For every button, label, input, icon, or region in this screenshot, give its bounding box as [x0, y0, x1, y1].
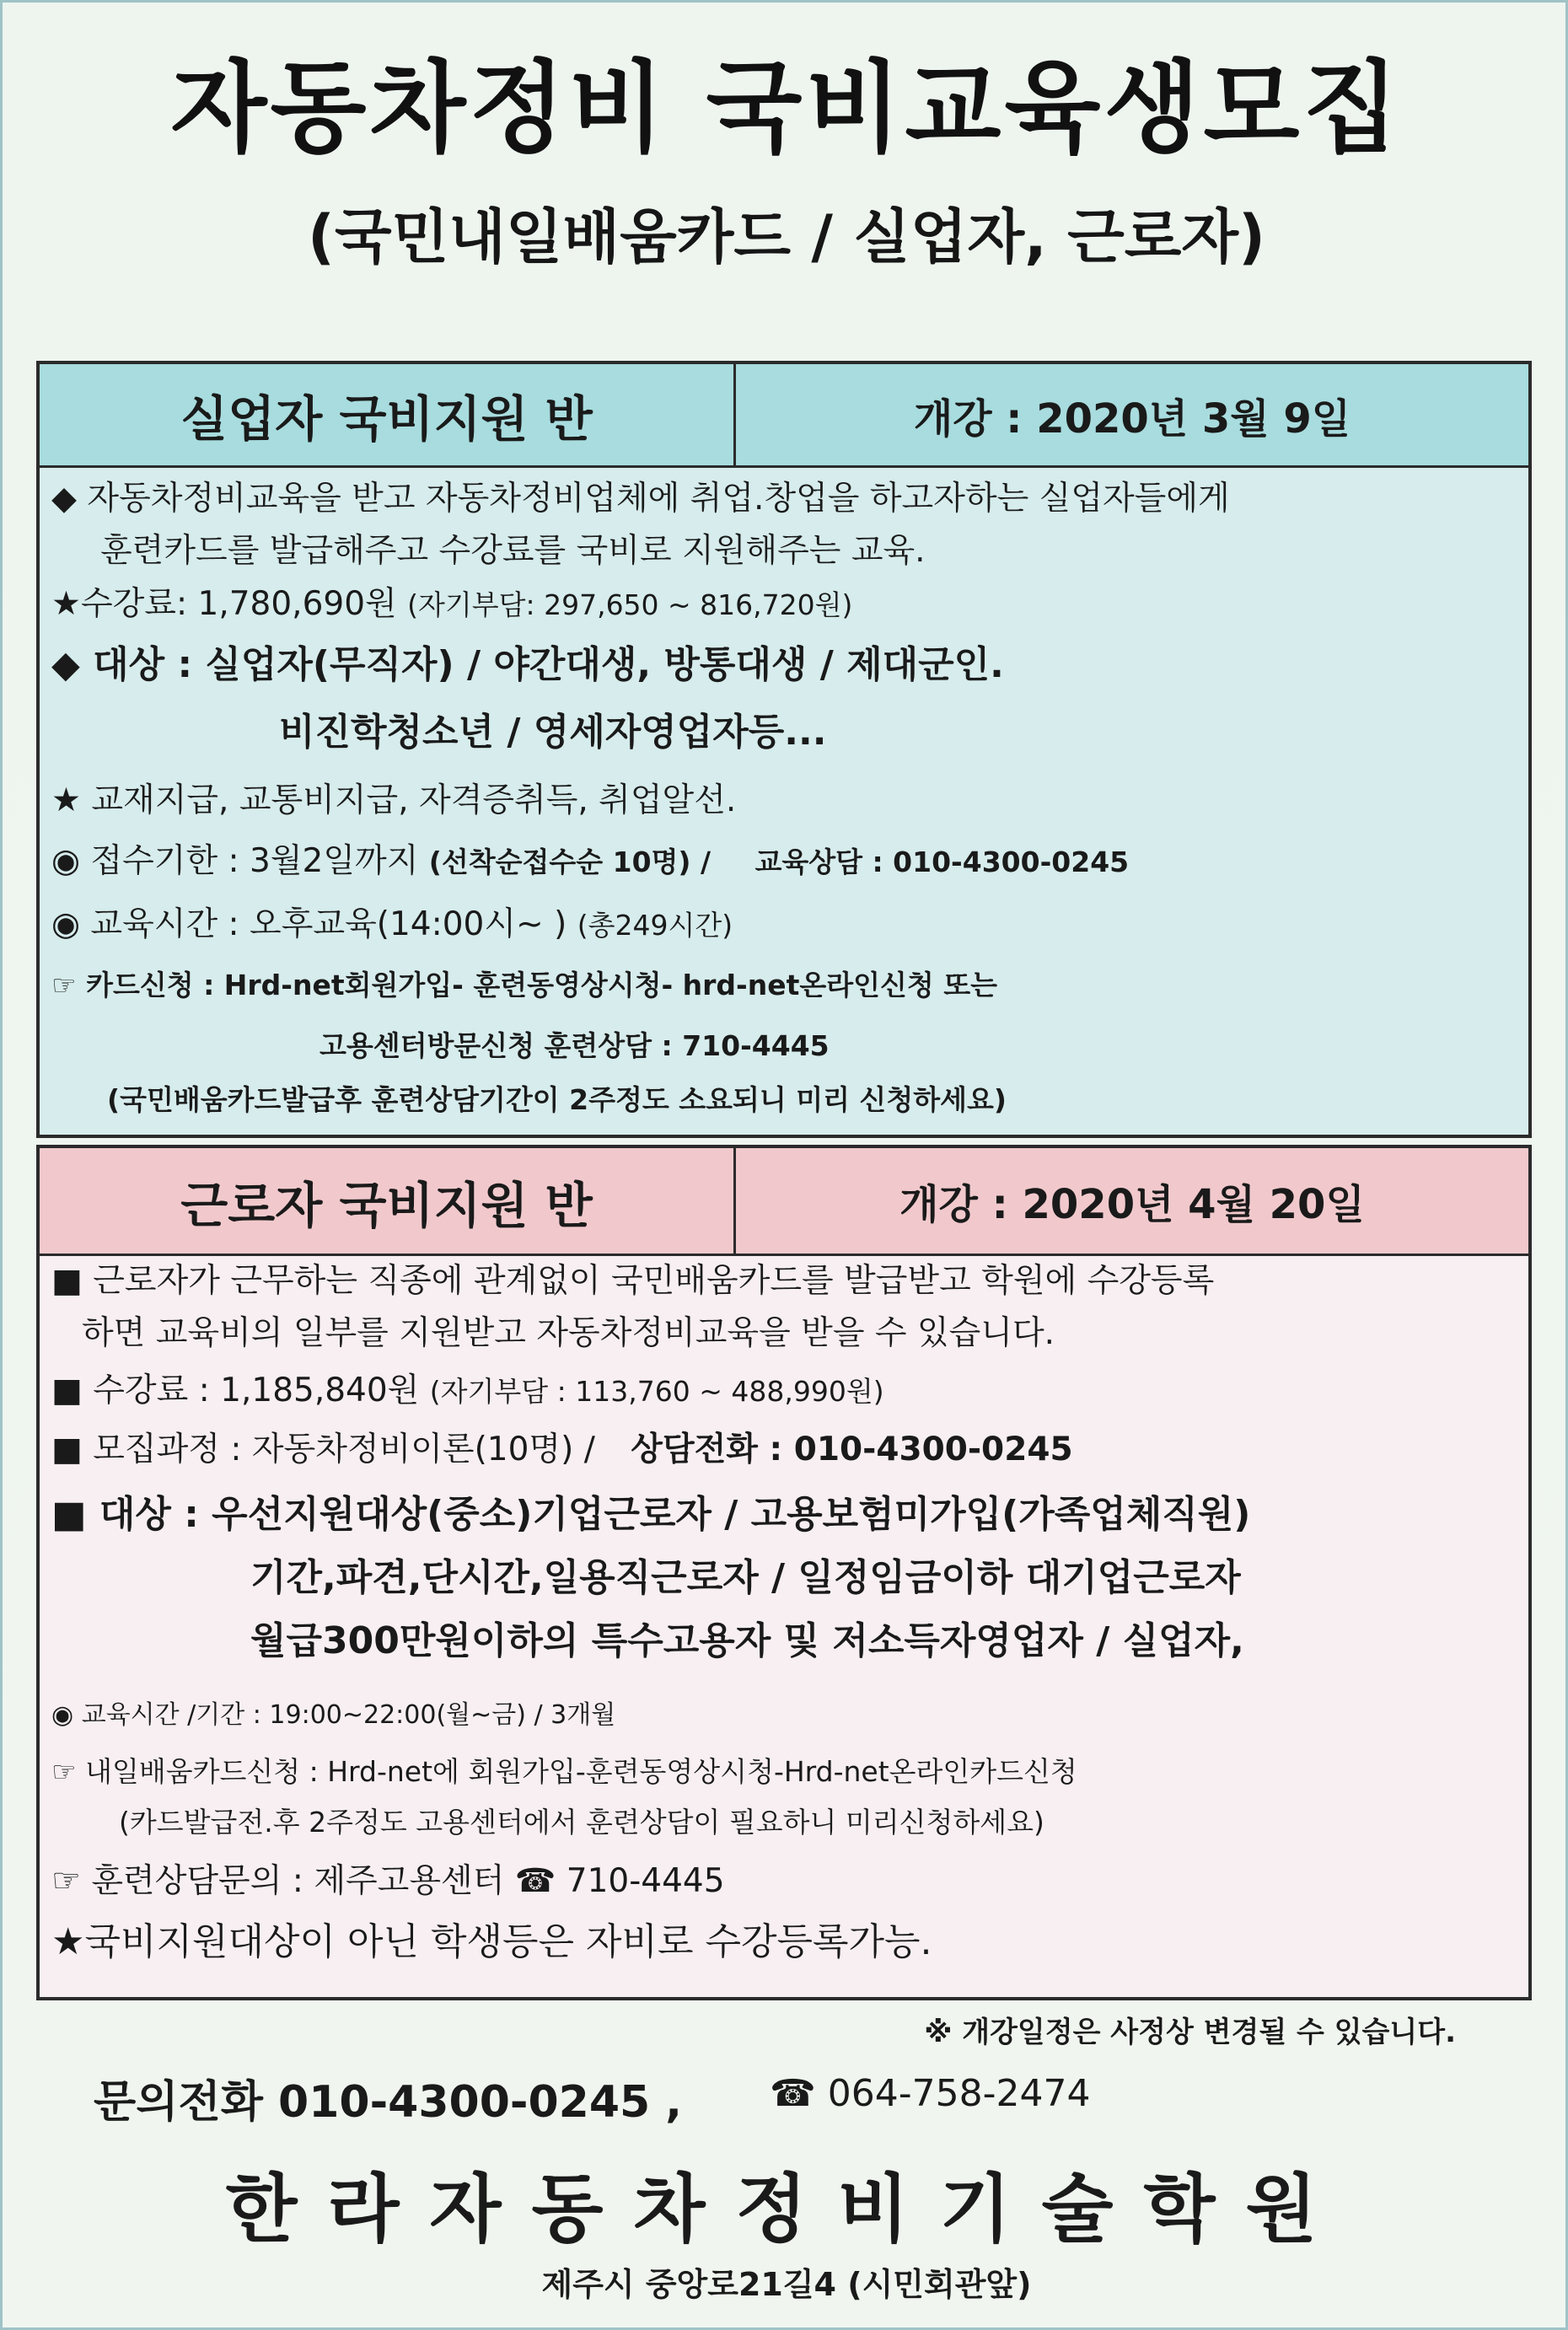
worker-course-label: ■ 모집과정 : 자동차정비이론(10명) /	[51, 1431, 595, 1468]
academy-name: 한라자동차정비기술학원	[225, 2166, 1348, 2252]
unemployed-card-1: ☞ 카드신청 : Hrd-net회원가입- 훈련동영상시청- hrd-net온라인신청 또는	[51, 969, 998, 1001]
worker-section	[36, 1145, 1532, 2000]
unemployed-desc-1: ◆ 자동차정비교육을 받고 자동차정비업체에 취업.창업을 하고자하는 실업자들에게	[51, 480, 1230, 518]
unemployed-title: 실업자 국비지원 반	[40, 364, 736, 465]
unemployed-deadline-label: ◉ 접수기한 : 3월2일까지	[51, 842, 419, 880]
worker-fee	[51, 1374, 884, 1407]
unemployed-consult-phone: 교육상담 : 010-4300-0245	[754, 846, 1130, 878]
unemployed-fee	[51, 585, 853, 623]
unemployed-hours-label: ◉ 교육시간 : 오후교육(14:00시~ )	[51, 905, 567, 943]
unemployed-card-2: 고용센터방문신청 훈련상담 : 710-4445	[320, 1029, 830, 1062]
worker-hours: ◉ 교육시간 /기간 : 19:00~22:00(월~금) / 3개월	[51, 1700, 616, 1730]
worker-title: 근로자 국비지원 반	[40, 1148, 736, 1254]
unemployed-deadline	[51, 842, 1130, 880]
worker-desc-2: 하면 교육비의 일부를 지원받고 자동차정비교육을 받을 수 있습니다.	[82, 1314, 1055, 1352]
unemployed-start-date: 개강 : 2020년 3월 9일	[913, 395, 1351, 443]
worker-self-pay: ★국비지원대상이 아닌 학생등은 자비로 수강등록가능.	[51, 1920, 932, 1963]
academy-address: 제주시 중앙로21길4 (시민회관앞)	[541, 2266, 1032, 2303]
page-subtitle: (국민내일배움카드 / 실업자, 근로자)	[308, 202, 1265, 271]
unemployed-deadline-note: (선착순접수순 10명) /	[428, 846, 712, 878]
unemployed-benefits: ★ 교재지급, 교통비지급, 자격증취득, 취업알선.	[51, 781, 737, 819]
worker-target-1: ■ 대상 : 우선지원대상(중소)기업근로자 / 고용보험미가입(가족업체직원)	[51, 1493, 1251, 1536]
worker-phone: 상담전화 : 010-4300-0245	[631, 1431, 1073, 1468]
unemployed-card-note: (국민배움카드발급후 훈련상담기간이 2주정도 소요되니 미리 신청하세요)	[107, 1083, 1007, 1116]
worker-target-2: 기간,파견,단시간,일용직근로자 / 일정임금이하 대기업근로자	[250, 1556, 1241, 1599]
schedule-change-note: ※ 개강일정은 사정상 변경될 수 있습니다.	[924, 2016, 1456, 2049]
unemployed-hours-total: (총249시간)	[577, 909, 733, 942]
unemployed-fee-label: ★수강료: 1,780,690원	[51, 585, 397, 623]
worker-target-3: 월급300만원이하의 특수고용자 및 저소득자영업자 / 실업자,	[250, 1619, 1244, 1662]
worker-card-2: (카드발급전.후 2주정도 고용센터에서 훈련상담이 필요하니 미리신청하세요)	[119, 1806, 1044, 1839]
worker-start-date: 개강 : 2020년 4월 20일	[899, 1181, 1365, 1228]
worker-fee-self: (자기부담 : 113,760 ~ 488,990원)	[429, 1375, 884, 1408]
page-title: 자동차정비 국비교육생모집	[170, 50, 1403, 166]
unemployed-hours	[51, 905, 733, 943]
contact-phone: 문의전화 010-4300-0245 ,	[94, 2077, 683, 2128]
worker-desc-1: ■ 근로자가 근무하는 직종에 관계없이 국민배움카드를 발급받고 학원에 수강등록	[51, 1262, 1215, 1300]
unemployed-fee-self: (자기부담: 297,650 ~ 816,720원)	[407, 588, 853, 621]
unemployed-target-1: ◆ 대상 : 실업자(무직자) / 야간대생, 방통대생 / 제대군인.	[51, 643, 1004, 686]
worker-center: ☞ 훈련상담문의 : 제주고용센터 ☎ 710-4445	[51, 1862, 725, 1900]
unemployed-section	[36, 361, 1532, 1138]
worker-header	[40, 1148, 1528, 1256]
unemployed-header	[40, 364, 1528, 468]
unemployed-desc-2: 훈련카드를 발급해주고 수강료를 국비로 지원해주는 교육.	[100, 532, 926, 570]
contact-tel: ☎ 064-758-2474	[770, 2072, 1091, 2115]
unemployed-target-2: 비진학청소년 / 영세자영업자등...	[279, 711, 827, 754]
worker-course	[51, 1433, 1073, 1466]
worker-card-1: ☞ 내일배움카드신청 : Hrd-net에 회원가입-훈련동영상시청-Hrd-net온라인카드신청	[51, 1755, 1077, 1788]
worker-fee-label: ■ 수강료 : 1,185,840원	[51, 1372, 420, 1409]
